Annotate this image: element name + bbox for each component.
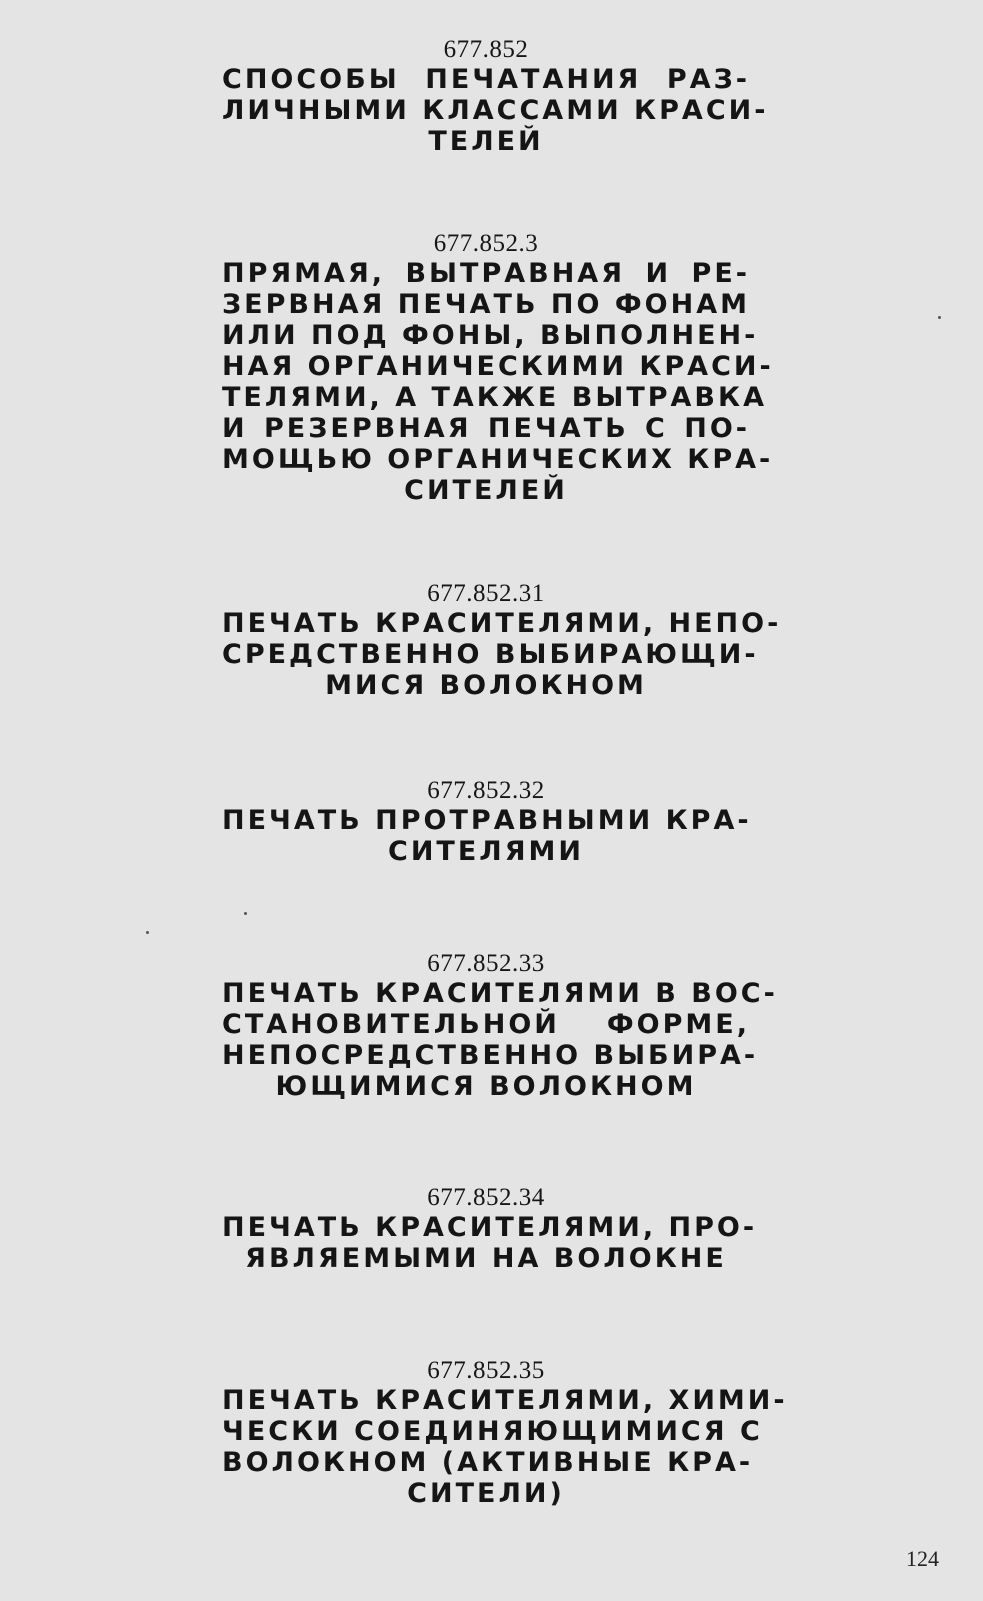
page-number: 124 — [906, 1546, 939, 1571]
entry-677-852-32 — [222, 777, 750, 867]
heading-line: СИТЕЛИ) — [407, 1478, 565, 1509]
entry-heading — [222, 64, 769, 157]
heading-line: СПОСОБЫ ПЕЧАТАНИЯ РАЗ- — [222, 64, 750, 95]
entry-heading — [222, 1385, 788, 1509]
heading-line: ЛИЧНЫМИ КЛАССАМИ КРАСИ- — [222, 95, 769, 126]
heading-line: ВОЛОКНОМ (АКТИВНЫЕ КРА- — [222, 1447, 754, 1478]
entry-heading — [222, 978, 778, 1102]
entry-677-852-31 — [222, 580, 782, 701]
heading-line: СИТЕЛЕЙ — [404, 475, 568, 506]
heading-line: ПРЯМАЯ, ВЫТРАВНАЯ И РЕ- — [222, 258, 750, 289]
entry-heading — [222, 1212, 758, 1274]
entry-677-852 — [222, 36, 769, 157]
heading-line: ПЕЧАТЬ КРАСИТЕЛЯМИ, ХИМИ- — [222, 1385, 788, 1416]
heading-line: ПЕЧАТЬ ПРОТРАВНЫМИ КРА- — [222, 805, 752, 836]
heading-line: ТЕЛЕЙ — [428, 126, 544, 157]
heading-line: ПЕЧАТЬ КРАСИТЕЛЯМИ, НЕПО- — [222, 608, 782, 639]
heading-line: И РЕЗЕРВНАЯ ПЕЧАТЬ С ПО- — [222, 413, 750, 444]
heading-line: ИЛИ ПОД ФОНЫ, ВЫПОЛНЕН- — [222, 320, 759, 351]
entry-677-852-33 — [222, 950, 778, 1102]
classification-code: 677.852.34 — [427, 1184, 545, 1211]
heading-line: ПЕЧАТЬ КРАСИТЕЛЯМИ, ПРО- — [222, 1212, 758, 1243]
heading-line: МОЩЬЮ ОРГАНИЧЕСКИХ КРА- — [222, 444, 774, 475]
heading-line: СИТЕЛЯМИ — [388, 836, 584, 867]
heading-line: ЯВЛЯЕМЫМИ НА ВОЛОКНЕ — [245, 1243, 727, 1274]
classification-code: 677.852.32 — [427, 777, 545, 804]
heading-line: ЮЩИМИСЯ ВОЛОКНОМ — [275, 1071, 697, 1102]
dust-speck — [938, 316, 941, 319]
classification-code: 677.852.3 — [433, 230, 539, 257]
entry-heading — [222, 608, 782, 701]
dust-speck — [244, 912, 247, 915]
dust-speck — [146, 931, 149, 934]
classification-code: 677.852.35 — [427, 1357, 545, 1384]
heading-line: СТАНОВИТЕЛЬНОЙ ФОРМЕ, — [222, 1009, 750, 1040]
entry-677-852-35 — [222, 1357, 788, 1509]
entry-677-852-34 — [222, 1184, 758, 1274]
classification-code: 677.852.31 — [427, 580, 545, 607]
heading-line: НЕПОСРЕДСТВЕННО ВЫБИРА- — [222, 1040, 759, 1071]
heading-line: ЧЕСКИ СОЕДИНЯЮЩИМИСЯ С — [222, 1416, 763, 1447]
classification-code: 677.852.33 — [427, 950, 545, 977]
entry-heading — [222, 805, 750, 867]
entry-677-852-3 — [222, 230, 774, 506]
heading-line: ПЕЧАТЬ КРАСИТЕЛЯМИ В ВОС- — [222, 978, 778, 1009]
heading-line: НАЯ ОРГАНИЧЕСКИМИ КРАСИ- — [222, 351, 774, 382]
classification-code: 677.852 — [443, 36, 529, 63]
heading-line: СРЕДСТВЕННО ВЫБИРАЮЩИ- — [222, 639, 759, 670]
entry-heading — [222, 258, 774, 506]
heading-line: МИСЯ ВОЛОКНОМ — [325, 670, 647, 701]
heading-line: ЗЕРВНАЯ ПЕЧАТЬ ПО ФОНАМ — [222, 289, 750, 320]
heading-line: ТЕЛЯМИ, А ТАКЖЕ ВЫТРАВКА — [222, 382, 767, 413]
